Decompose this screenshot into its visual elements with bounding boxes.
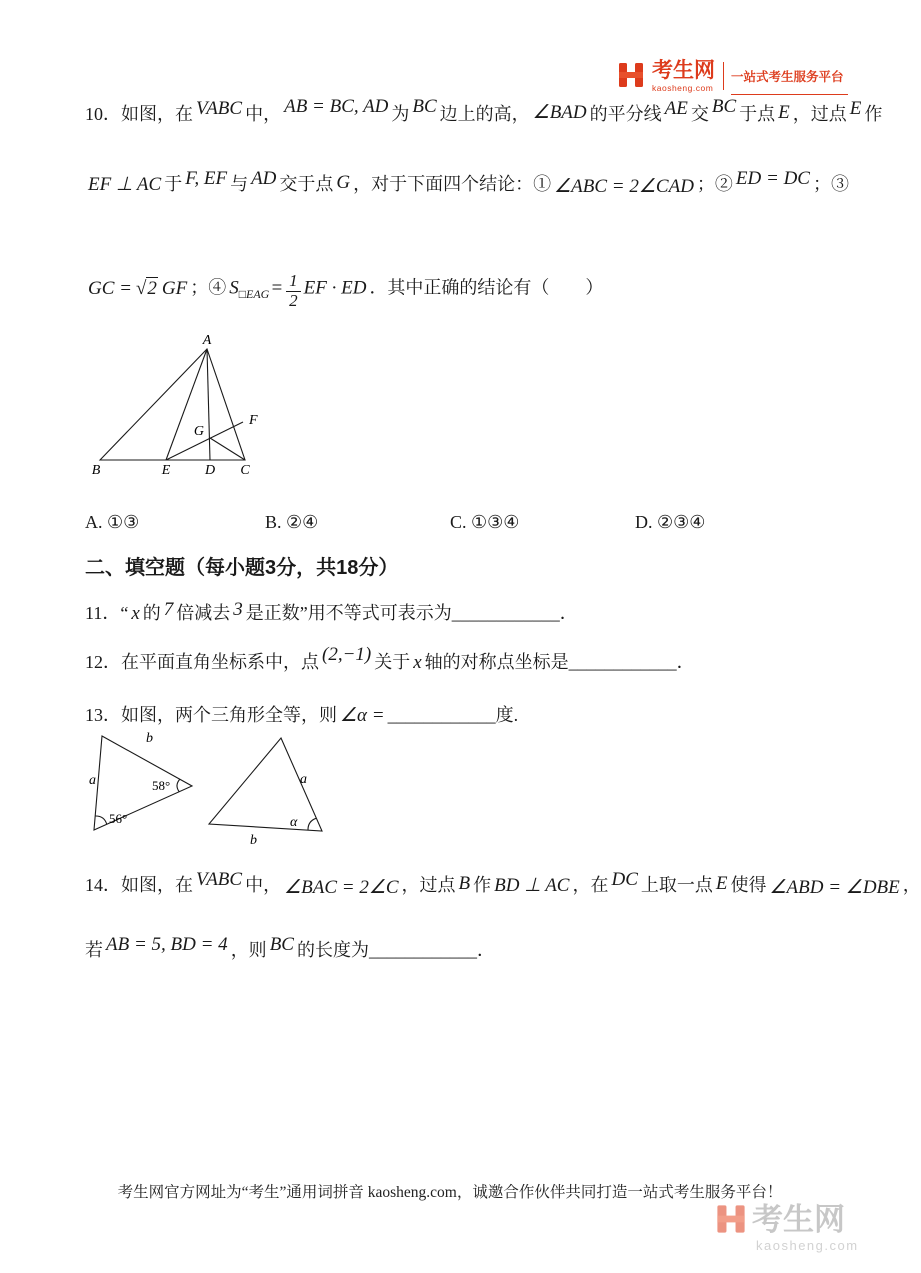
q14-text: ，则 [230,940,267,960]
side-label-a-right: a [300,772,307,787]
vertex-label-c: C [240,463,250,478]
math-ef-perp-ac: EF ⊥ AC [88,174,162,195]
math-b: B [458,873,471,894]
q10-text: 于点 [739,104,776,124]
logo-tagline: 一站式考生服务平台 [731,60,848,95]
math-gf: GF [161,277,188,299]
math-angle-bac: ∠BAC = 2∠C [284,877,399,898]
angle-arc-58 [177,779,180,792]
q12-text: 轴的对称点坐标是 [424,652,569,672]
q14-text: 使得 [730,875,767,895]
math-ab5-bd4: AB = 5, BD = 4 [106,934,228,955]
equals-sign: = [270,277,284,299]
vertex-label-b: B [91,463,101,478]
section-2-title: 二、填空题（每小题3分，共18分） [85,557,399,579]
math-ae: AE [664,98,688,119]
watermark-logo-icon [714,1202,748,1236]
q14-text: 14．如图，在 [85,875,193,895]
q10-text: 为 [391,104,410,124]
q10-text: ；④ [190,277,227,298]
side-label-b-left: b [146,731,153,746]
radicand: 2 [147,277,157,299]
math-e: E [778,102,790,123]
q13-line [85,705,518,728]
logo-divider [723,62,724,90]
answer-blank: ____________ [368,940,477,960]
q12-text: ． [676,652,695,672]
q10-text: ；② [696,174,733,194]
vertex-label-g: G [193,424,204,439]
q14-text: ， [902,875,921,895]
q13-figure [88,726,350,858]
math-ef-ed: EF · ED [303,277,367,299]
math-point-2-neg1: (2,−1) [322,644,372,665]
vertex-label-d: D [204,463,216,478]
option-d: D. ②③④ [635,512,706,532]
q11-text: 的 [142,603,161,623]
math-ad: AD [251,168,277,189]
math-e-3: E [715,873,728,894]
math-angle-abd-dbe: ∠ABD = ∠DBE [769,877,900,898]
q14-text: 中， [245,875,282,895]
q14-text: ． [476,940,495,960]
math-triangle-abc: VABC [196,98,243,119]
math-x: x [131,603,140,624]
vertex-label-e: E [161,463,171,478]
q10-text: 的平分线 [589,104,662,124]
math-sqrt2 [136,278,158,301]
q14-line2 [85,934,495,963]
math-x-axis: x [413,652,422,673]
math-7: 7 [163,599,174,620]
logo-domain-text: kaosheng.com [652,83,714,93]
watermark-domain-text: kaosheng.com [756,1238,859,1253]
math-triangle-abc-2: VABC [196,869,243,890]
q10-text: 作 [864,104,883,124]
math-bc-2: BC [711,96,737,117]
math-ab-bc-ad: AB = BC, AD [284,96,389,117]
math-e-2: E [849,98,862,119]
math-angle-alpha: ∠α = [340,705,385,726]
option-a: A. ①③ [85,512,140,532]
fraction-denominator: 2 [289,290,298,310]
q10-text: 交 [690,104,709,124]
vertex-label-a: A [202,333,212,348]
kaosheng-watermark [714,1202,859,1253]
math-bc: BC [412,96,437,117]
q10-text: 与 [230,174,249,194]
q10-line2 [85,168,849,197]
vertex-label-f: F [249,413,258,428]
q14-line1 [85,869,921,898]
q10-text: 于 [164,174,183,194]
q11-text: ． [559,603,578,623]
q10-text: 交于点 [279,174,334,194]
math-g: G [336,172,351,193]
q11-line [85,599,578,626]
q10-text: ；③ [812,174,849,194]
angle-label-alpha: α [290,815,298,830]
kaosheng-header-logo [616,60,848,95]
altitude-ad [207,349,210,460]
footer-note: 考生网官方网址为“考生”通用词拼音 kaosheng.com，诚邀合作伙伴共同打造一站式考生服务平台！ [117,1184,783,1201]
q10-line1 [85,96,883,127]
math-dc: DC [611,869,638,890]
math-3: 3 [233,599,243,620]
answer-blank: ____________ [387,705,496,725]
angle-label-58: 58° [152,778,171,793]
q12-text: 关于 [374,652,411,672]
q13-text: 13．如图，两个三角形全等，则 [85,705,337,725]
q14-text: ，过点 [401,875,456,895]
q12-text: 12．在平面直角坐标系中，点 [85,652,319,672]
q10-text: 10．如图，在 [85,104,193,124]
q14-text: 若 [85,940,103,960]
q11-text: 是正数”用不等式可表示为 [245,603,452,623]
q10-text: 边上的高， [439,104,530,124]
q10-text: ．其中正确的结论有（ ） [369,277,604,298]
q14-text: 上取一点 [640,875,713,895]
kaosheng-logo-icon [616,60,646,90]
q14-text: ，在 [572,875,609,895]
answer-blank: ____________ [568,652,677,672]
answer-blank: ____________ [451,603,560,623]
math-bd-perp-ac: BD ⊥ AC [494,875,570,896]
angle-arc-56 [95,816,107,824]
option-c: C. ①③④ [450,512,520,532]
math-bc-3: BC [269,934,294,955]
q13-text: 度. [495,705,519,725]
math-angle-bad: ∠BAD [532,102,587,123]
q11-text: 倍减去 [176,603,231,623]
side-label-b-right: b [250,833,257,848]
q10-figure [85,333,280,483]
math-gc-eq: GC = [88,277,132,299]
q14-text: 作 [473,875,492,895]
logo-brand-text: 考生网 [652,59,715,82]
q10-text: ，过点 [792,104,847,124]
math-angle-abc-eq: ∠ABC = 2∠CAD [554,176,694,197]
math-ed-dc: ED = DC [735,168,810,189]
s-symbol: S [229,277,239,299]
fraction-one-half [286,272,301,310]
angle-label-56: 56° [109,811,128,826]
q11-text: 11．“ [85,603,129,623]
segment-gc [210,438,245,460]
fraction-numerator: 1 [286,272,301,292]
q14-text: 的长度为 [296,940,369,960]
q10-text: ，对于下面四个结论：① [353,174,552,194]
s-subscript: □EAG [238,286,270,301]
side-label-a-left: a [89,773,96,788]
radical-symbol: √ [135,277,147,299]
q10-line3 [85,272,603,310]
watermark-brand-text: 考生网 [752,1201,845,1237]
math-s-area [229,272,366,310]
q10-text: 中， [245,104,282,124]
angle-arc-alpha [308,818,316,830]
option-b: B. ②④ [265,512,319,532]
math-f-ef: F, EF [185,168,228,189]
q12-line [85,644,695,675]
